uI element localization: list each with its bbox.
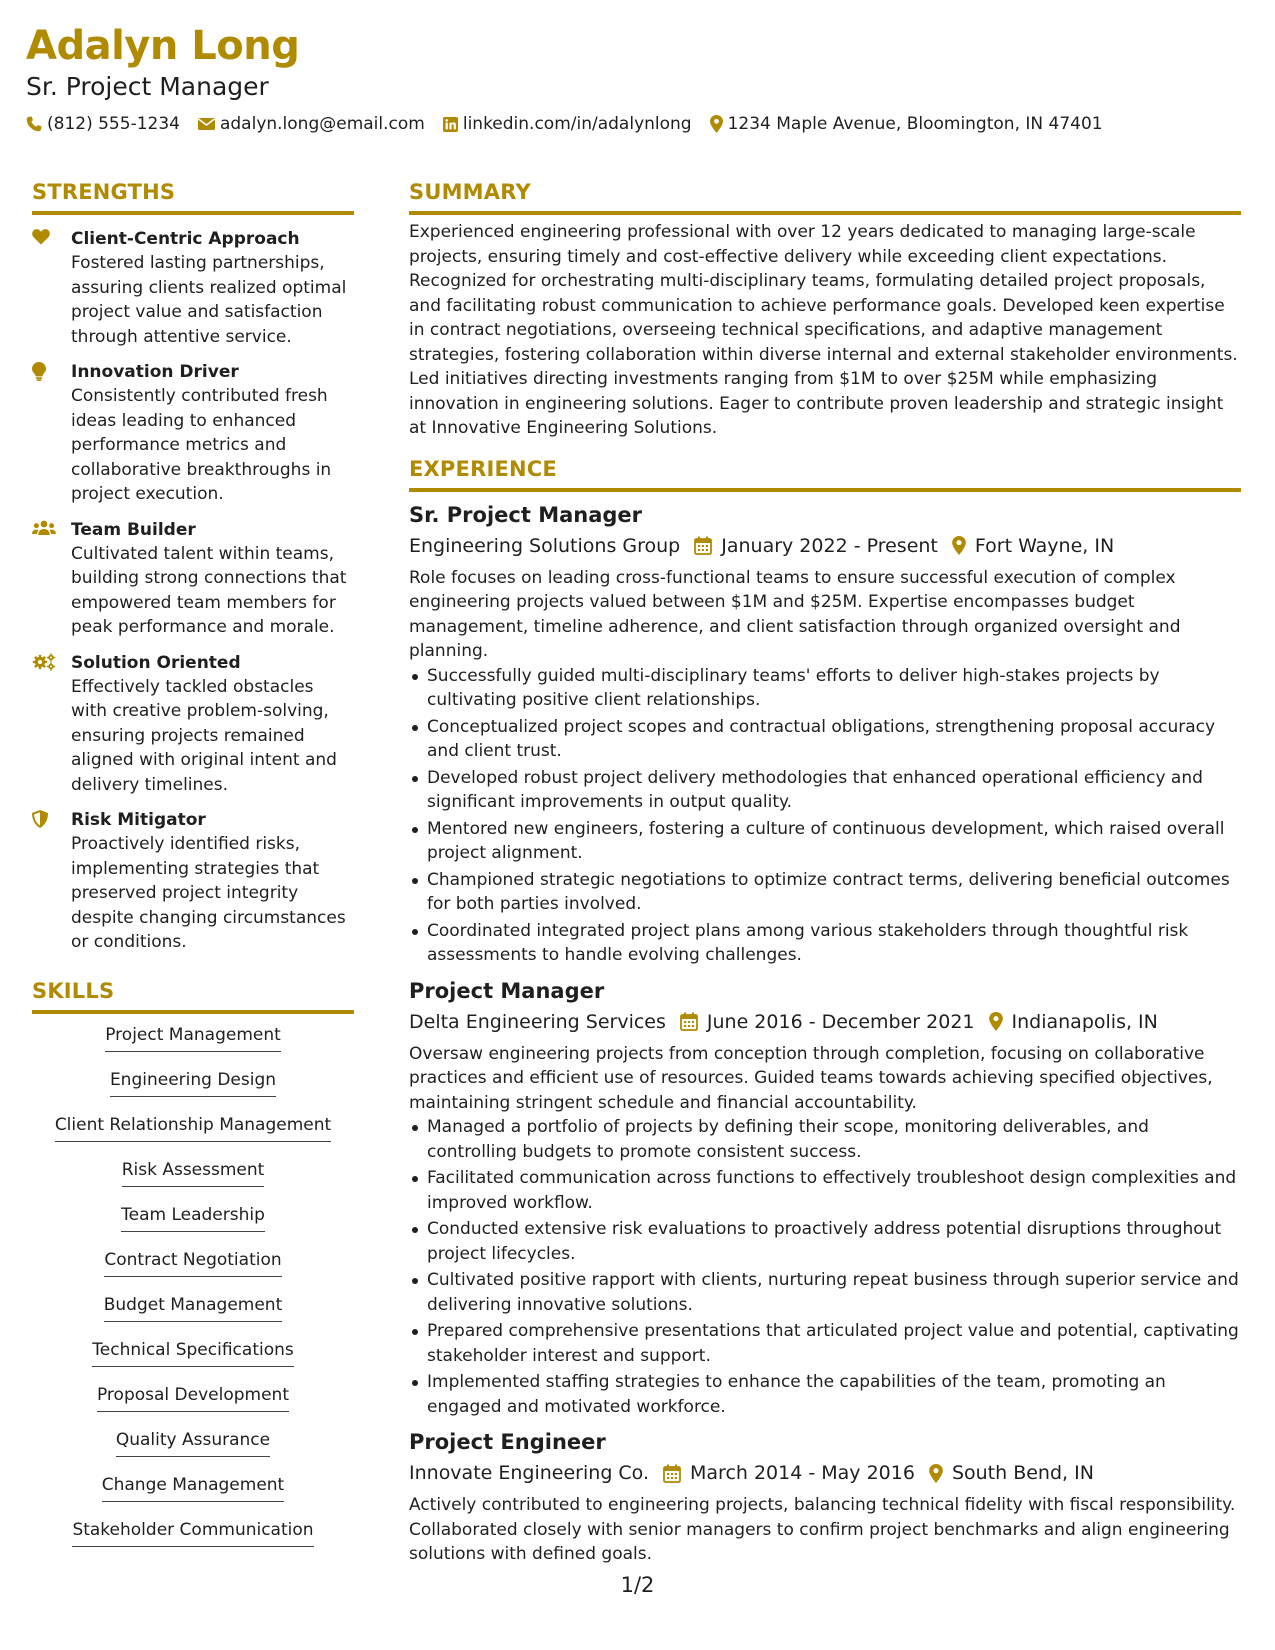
skill-item	[32, 1204, 354, 1249]
job-entry	[409, 1428, 1241, 1567]
strength-description: Consistently contributed fresh ideas leading to enhanced performance metrics and collaborative breakthroughs in project execution.	[71, 386, 332, 504]
bullet-item: Implemented staffing strategies to enhance the capabilities of the team, promoting an engaged and motivated workforce.	[409, 1370, 1241, 1419]
job-meta	[409, 1007, 1241, 1037]
resume-header	[26, 22, 1246, 134]
job-dates: January 2022 - Present	[721, 534, 938, 557]
bullet-item: Prepared comprehensive presentations that articulated project value and potential, captivating stakeholder interest and support.	[409, 1319, 1241, 1368]
bullet-item: Facilitated communication across functions to effectively troubleshoot design complexities and improved workflow.	[409, 1166, 1241, 1215]
contact-phone[interactable]	[26, 114, 180, 134]
job-bullets	[409, 664, 1241, 968]
job-entry	[409, 977, 1241, 1420]
users-icon	[32, 520, 56, 536]
job-location: South Bend, IN	[951, 1462, 1094, 1484]
shield-icon	[32, 810, 48, 828]
contact-bar	[26, 114, 1246, 134]
job-dates: June 2016 - December 2021	[706, 1010, 975, 1033]
skill-item	[32, 1519, 354, 1564]
skill-label: Client Relationship Management	[55, 1114, 331, 1142]
contact-email[interactable]	[198, 114, 425, 134]
experience-heading: EXPERIENCE	[409, 455, 1241, 492]
skill-item	[32, 1024, 354, 1069]
skill-item	[32, 1249, 354, 1294]
strengths-list	[32, 227, 352, 955]
strength-item	[32, 360, 352, 507]
skill-item	[32, 1069, 354, 1114]
strength-title: Solution Oriented	[71, 652, 241, 673]
lightbulb-icon	[32, 362, 46, 381]
strength-item	[32, 651, 352, 798]
bullet-item: Conducted extensive risk evaluations to proactively address potential disruptions throughout project lifecycles.	[409, 1217, 1241, 1266]
job-title: Project Manager	[409, 978, 605, 1003]
bullet-item: Coordinated integrated project plans among various stakeholders through thoughtful risk assessments to handle evolving challenges.	[409, 919, 1241, 968]
skill-label: Budget Management	[104, 1294, 283, 1322]
heart-icon	[32, 229, 50, 245]
map-pin-icon	[989, 1012, 1003, 1031]
skill-label: Quality Assurance	[116, 1429, 270, 1457]
strength-description: Cultivated talent within teams, building strong connections that empowered team members for peak performance and morale.	[71, 543, 347, 637]
candidate-title: Sr. Project Manager	[26, 72, 269, 101]
job-description: Oversaw engineering projects from conception through completion, focusing on collaborative practices and efficient use of resources. Guided teams towards achieving specified objectives, maintaining stringent schedule and financial accountability.	[409, 1043, 1213, 1113]
skill-item	[32, 1114, 354, 1159]
linkedin-text: linkedin.com/in/adalynlong	[462, 114, 692, 134]
skill-item	[32, 1294, 354, 1339]
email-text: adalyn.long@email.com	[219, 114, 425, 134]
skill-item	[32, 1429, 354, 1474]
job-meta	[409, 1458, 1241, 1488]
skill-label: Project Management	[105, 1024, 281, 1052]
summary-text: Experienced engineering professional with over 12 years dedicated to managing large-scale projects, ensuring timely and cost-effective delivery while exceeding client expectations. Recognized for orchestrating multi-disciplinary teams, formulating detailed project proposals, and facilitating robust communication to achieve performance goals. Developed keen expertise in contract negotiations, overseeing technical specifications, and adaptive management strategies, fostering collaboration within diverse internal and external stakeholder environments. Led initiatives directing investments ranging from $1M to over $25M while emphasizing innovation in engineering solutions. Eager to contribute proven leadership and strategic insight at Innovative Engineering Solutions.	[409, 222, 1238, 438]
page-number: 1/2	[620, 1573, 655, 1597]
strength-description: Effectively tackled obstacles with creative problem-solving, ensuring projects remained aligned with original intent and delivery timelines.	[71, 676, 337, 795]
skill-label: Team Leadership	[121, 1204, 265, 1232]
strength-description: Fostered lasting partnerships, assuring clients realized optimal project value and satisfaction through attentive service.	[71, 253, 347, 347]
job-location: Indianapolis, IN	[1011, 1010, 1158, 1033]
company-name: Innovate Engineering Co.	[409, 1462, 650, 1484]
strength-title: Innovation Driver	[71, 362, 239, 382]
bullet-item: Cultivated positive rapport with clients, nurturing repeat business through superior service and delivering innovative solutions.	[409, 1268, 1241, 1317]
summary-heading: SUMMARY	[409, 178, 1241, 215]
map-pin-icon	[710, 115, 723, 133]
skills-heading: SKILLS	[32, 977, 354, 1014]
skill-item	[32, 1159, 354, 1204]
contact-linkedin[interactable]	[443, 114, 692, 134]
company-name: Engineering Solutions Group	[409, 534, 681, 557]
candidate-name: Adalyn Long	[26, 23, 300, 69]
calendar-icon	[663, 1464, 681, 1483]
job-bullets	[409, 1115, 1241, 1419]
skill-label: Engineering Design	[110, 1069, 276, 1097]
bullet-item: Managed a portfolio of projects by defining their scope, monitoring deliverables, and controlling budgets to promote consistent success.	[409, 1115, 1241, 1164]
strength-item	[32, 518, 352, 640]
skills-list	[32, 1024, 354, 1564]
contact-address	[710, 114, 1103, 134]
map-pin-icon	[929, 1464, 943, 1483]
job-location: Fort Wayne, IN	[974, 534, 1115, 557]
phone-text: (812) 555-1234	[47, 114, 180, 134]
envelope-icon	[198, 117, 215, 131]
address-text: 1234 Maple Avenue, Bloomington, IN 47401	[727, 114, 1103, 134]
bullet-item: Successfully guided multi-disciplinary teams' efforts to deliver high-stakes projects by cultivating positive client relationships.	[409, 664, 1241, 713]
job-title: Sr. Project Manager	[409, 502, 643, 527]
strength-title: Team Builder	[71, 519, 196, 540]
company-name: Delta Engineering Services	[409, 1010, 666, 1033]
map-pin-icon	[952, 536, 966, 555]
skill-item	[32, 1474, 354, 1519]
job-title: Project Engineer	[409, 1430, 606, 1454]
skill-item	[32, 1339, 354, 1384]
skill-label: Proposal Development	[97, 1384, 289, 1412]
strength-title: Client-Centric Approach	[71, 229, 300, 249]
job-description: Actively contributed to engineering projects, balancing technical fidelity with fiscal responsibility. Collaborated closely with senior managers to confirm project benchmarks and align engineering solutions with defined goals.	[409, 1495, 1236, 1564]
bullet-item: Conceptualized project scopes and contractual obligations, strengthening proposal accuracy and client trust.	[409, 715, 1241, 764]
bullet-item: Championed strategic negotiations to optimize contract terms, delivering beneficial outcomes for both parties involved.	[409, 868, 1241, 917]
cogs-icon	[32, 653, 56, 671]
job-dates: March 2014 - May 2016	[690, 1462, 915, 1484]
left-column	[32, 178, 352, 1564]
job-meta	[409, 531, 1241, 561]
strengths-heading: STRENGTHS	[32, 178, 354, 215]
calendar-icon	[680, 1012, 698, 1031]
phone-icon	[26, 116, 42, 132]
strength-description: Proactively identified risks, implementing strategies that preserved project integrity despite changing circumstances or conditions.	[71, 834, 346, 952]
linkedin-icon	[443, 117, 458, 132]
strength-item	[32, 808, 352, 955]
strength-title: Risk Mitigator	[71, 810, 206, 830]
skill-label: Contract Negotiation	[104, 1249, 281, 1277]
skill-item	[32, 1384, 354, 1429]
strength-item	[32, 227, 352, 349]
skill-label: Risk Assessment	[122, 1159, 265, 1187]
job-description: Role focuses on leading cross-functional teams to ensure successful execution of complex engineering projects valued between $1M and $25M. Expertise encompasses budget management, timeline adherence, and client satisfaction through organized oversight and planning.	[409, 567, 1181, 661]
skill-label: Change Management	[102, 1474, 284, 1502]
right-column	[409, 178, 1241, 1567]
calendar-icon	[694, 536, 712, 555]
skill-label: Technical Specifications	[92, 1339, 293, 1367]
bullet-item: Mentored new engineers, fostering a culture of continuous development, which raised overall project alignment.	[409, 817, 1241, 866]
job-entry	[409, 501, 1241, 968]
bullet-item: Developed robust project delivery methodologies that enhanced operational efficiency and significant improvements in output quality.	[409, 766, 1241, 815]
skill-label: Stakeholder Communication	[72, 1519, 313, 1547]
